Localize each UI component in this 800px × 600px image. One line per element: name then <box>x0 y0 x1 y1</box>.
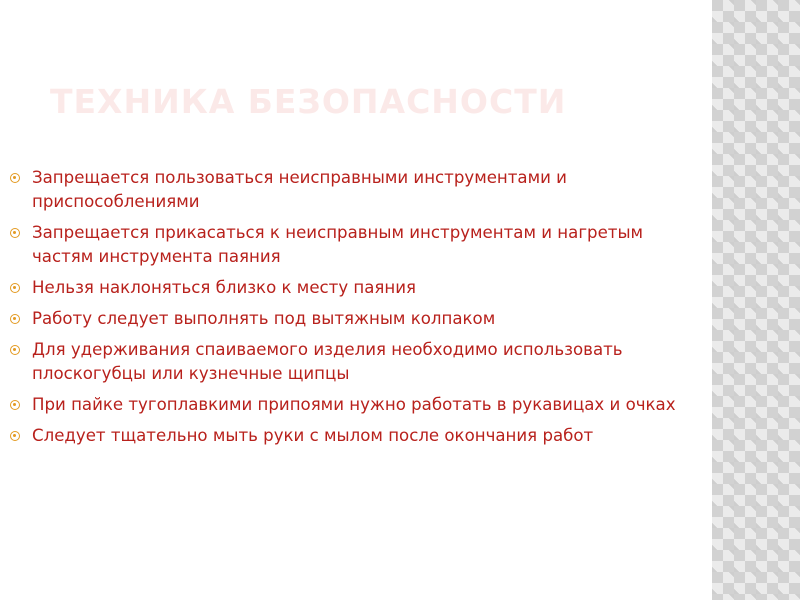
list-item <box>10 166 700 214</box>
list-item <box>10 307 700 331</box>
bullet-icon <box>10 173 20 183</box>
bullet-list <box>10 166 700 455</box>
bullet-icon <box>10 283 20 293</box>
bullet-text: Нельзя наклоняться близко к месту паяния <box>32 278 417 297</box>
decorative-side-panel <box>712 0 800 600</box>
bullet-icon <box>10 345 20 355</box>
slide-title: ТЕХНИКА БЕЗОПАСНОСТИ <box>50 82 567 121</box>
bullet-text: Следует тщательно мыть руки с мылом после окончания работ <box>32 426 594 445</box>
bullet-text: Запрещается пользоваться неисправными инструментами и приспособлениями <box>32 168 567 211</box>
bullet-text: Запрещается прикасаться к неисправным инструментам и нагретым частям инструмента паяния <box>32 223 644 266</box>
bullet-icon <box>10 314 20 324</box>
list-item <box>10 276 700 300</box>
list-item <box>10 424 700 448</box>
bullet-icon <box>10 400 20 410</box>
list-item <box>10 393 700 417</box>
bullet-icon <box>10 228 20 238</box>
list-item <box>10 338 700 386</box>
list-item <box>10 221 700 269</box>
bullet-text: При пайке тугоплавкими припоями нужно работать в рукавицах и очках <box>32 395 676 414</box>
bullet-text: Работу следует выполнять под вытяжным колпаком <box>32 309 496 328</box>
bullet-text: Для удерживания спаиваемого изделия необходимо использовать плоскогубцы или кузнечные щипцы <box>32 340 623 383</box>
bullet-icon <box>10 431 20 441</box>
